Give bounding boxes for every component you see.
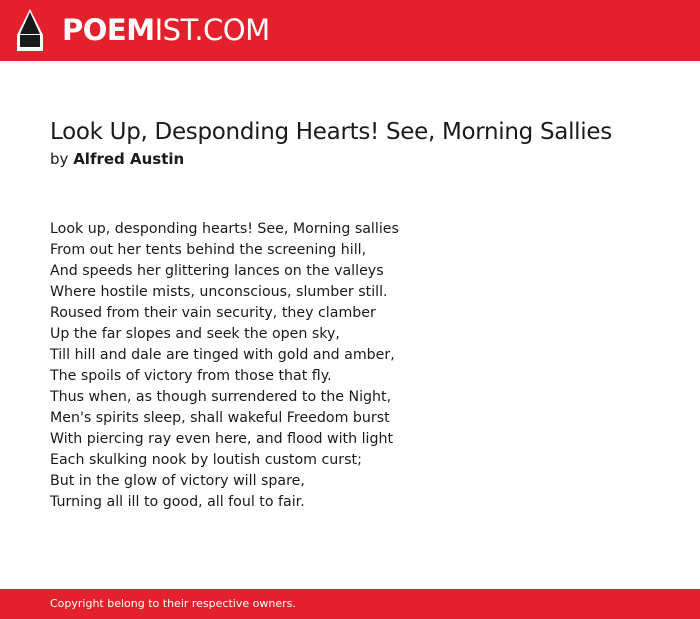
poem-body bbox=[50, 219, 399, 513]
poem-line: Each skulking nook by loutish custom curst; bbox=[50, 452, 362, 468]
poem-line: Men's spirits sleep, shall wakeful Freedom burst bbox=[50, 410, 390, 426]
site-header bbox=[0, 0, 700, 61]
author-name: Alfred Austin bbox=[73, 150, 185, 168]
poem-line: And speeds her glittering lances on the valleys bbox=[50, 263, 384, 279]
poem-line: With piercing ray even here, and flood with light bbox=[50, 431, 394, 447]
poem-line: Look up, desponding hearts! See, Morning sallies bbox=[50, 221, 399, 237]
poem-line: Roused from their vain security, they clamber bbox=[50, 305, 376, 321]
copyright-text: Copyright belong to their respective owners. bbox=[50, 597, 296, 610]
poem-line: Turning all ill to good, all foul to fair. bbox=[50, 494, 305, 510]
pencil-icon[interactable] bbox=[17, 9, 43, 51]
poem-line: The spoils of victory from those that fly. bbox=[50, 368, 332, 384]
site-footer bbox=[0, 589, 700, 619]
logo-light-text: IST.COM bbox=[154, 13, 270, 47]
by-label: by bbox=[50, 150, 69, 168]
poem-title: Look Up, Desponding Hearts! See, Morning Sallies bbox=[50, 119, 612, 145]
poem-line: Where hostile mists, unconscious, slumber still. bbox=[50, 284, 388, 300]
poem-line: But in the glow of victory will spare, bbox=[50, 473, 305, 489]
poem-line: Up the far slopes and seek the open sky, bbox=[50, 326, 340, 342]
byline bbox=[50, 148, 184, 170]
poem-line: Till hill and dale are tinged with gold and amber, bbox=[50, 347, 395, 363]
poem-line: Thus when, as though surrendered to the Night, bbox=[50, 389, 392, 405]
site-logo[interactable] bbox=[62, 10, 270, 50]
poem-line: From out her tents behind the screening hill, bbox=[50, 242, 367, 258]
logo-bold-text: POEM bbox=[62, 13, 155, 47]
